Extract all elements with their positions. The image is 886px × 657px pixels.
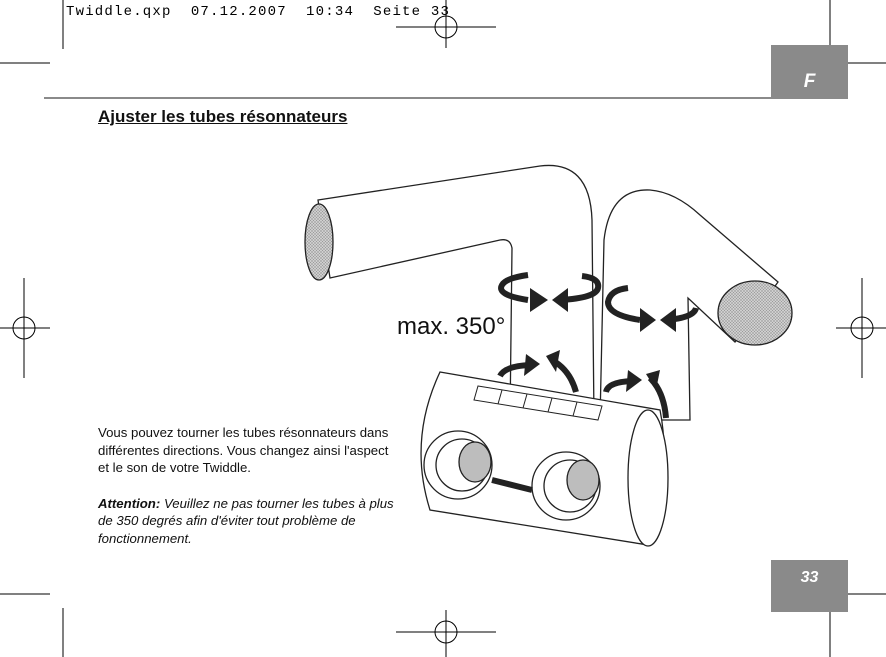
warning-label: Attention:	[98, 495, 161, 511]
intro-paragraph: Vous pouvez tourner les tubes résonnateurs dans différentes directions. Vous changez ainsi l'aspect et le son de votre Twiddle.	[98, 425, 389, 475]
warning-paragraph	[98, 495, 398, 548]
registration-mark-bottom	[396, 610, 496, 657]
max-rotation-label: max. 350°	[397, 313, 506, 340]
registration-mark-left	[0, 278, 50, 378]
header-rule	[44, 97, 848, 99]
warning-text: Veuillez ne pas tourner les tubes à plus de 350 degrés afin d'éviter tout problème de fonctionnement.	[98, 495, 394, 546]
body-text	[98, 424, 398, 547]
slug-line: Twiddle.qxp 07.12.2007 10:34 Seite 33	[66, 4, 451, 20]
page-title: Ajuster les tubes résonnateurs	[98, 107, 348, 126]
registration-mark-right	[836, 278, 886, 378]
tube-end-right	[718, 281, 792, 345]
page-number: 33	[771, 560, 848, 612]
language-tab: F	[771, 45, 848, 97]
tube-end-left	[305, 204, 333, 280]
